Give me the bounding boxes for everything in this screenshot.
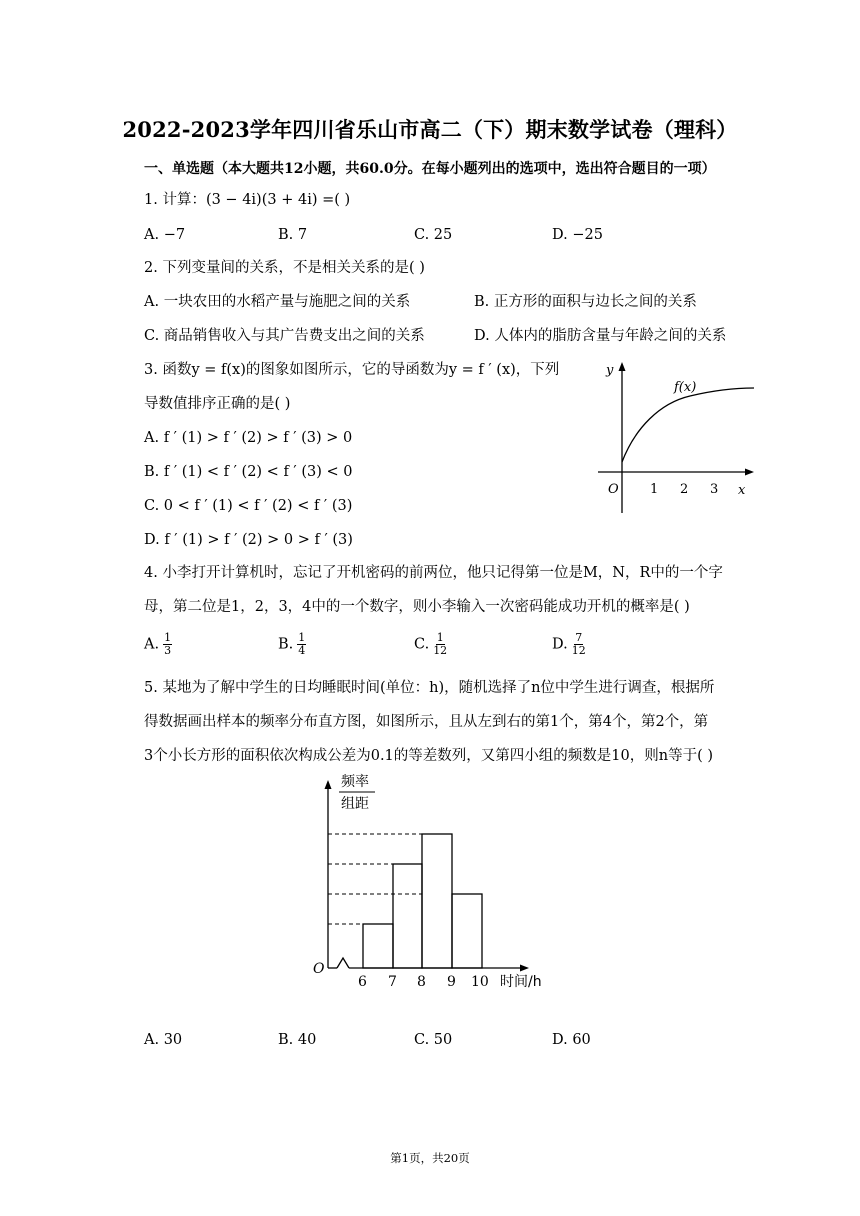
question-5-stem-line1: 5. 某地为了解中学生的日均睡眠时间(单位：h)，随机选择了n位中学生进行调查，根据所	[144, 680, 715, 696]
question-1-stem: 1. 计算：(3 − 4i)(3 + 4i) =( )	[144, 192, 351, 208]
q4-option-a	[144, 632, 172, 657]
x-axis-label: x	[738, 483, 746, 498]
q5-option-c: C. 50	[414, 1032, 453, 1048]
q4-option-d	[552, 632, 586, 657]
x-axis-arrow	[745, 469, 754, 476]
numerator: 1	[436, 631, 444, 644]
q1-option-c: C. 25	[414, 227, 453, 243]
q5-option-a: A. 30	[144, 1032, 183, 1048]
y-axis-label: y	[606, 363, 614, 378]
hist-origin-label: O	[313, 961, 325, 977]
q5-option-d: D. 60	[552, 1032, 591, 1048]
hist-tick-6: 6	[358, 974, 367, 990]
hist-tick-8: 8	[417, 974, 426, 990]
q1-option-d: D. −25	[552, 227, 603, 243]
q1-option-b: B. 7	[278, 227, 308, 243]
hist-tick-7: 7	[388, 974, 397, 990]
tick-label-1: 1	[650, 482, 659, 497]
curve-label: f(x)	[674, 380, 697, 395]
q2-option-a: A. 一块农田的水稻产量与施肥之间的关系	[144, 294, 411, 310]
q4-option-c-letter: C.	[414, 636, 430, 653]
question-4-stem-line2: 母，第二位是1，2，3，4中的一个数字，则小李输入一次密码能成功开机的概率是( )	[144, 599, 690, 615]
y-label-top: 频率	[341, 774, 369, 790]
page-title: 2022-2023学年四川省乐山市高二（下）期末数学试卷（理科）	[122, 117, 738, 142]
axis-break	[337, 958, 349, 968]
denominator: 12	[433, 644, 448, 657]
q5-option-b: B. 40	[278, 1032, 317, 1048]
histogram-bar-6-7	[363, 924, 393, 968]
hist-tick-10: 10	[471, 974, 489, 990]
q4-option-c	[414, 632, 447, 657]
q2-option-d: D. 人体内的脂肪含量与年龄之间的关系	[474, 328, 727, 344]
question-3-stem-line1: 3. 函数y = f(x)的图象如图所示，它的导函数为y = f ′ (x)，下列	[144, 362, 560, 378]
denominator: 3	[164, 644, 172, 657]
denominator: 12	[571, 644, 586, 657]
numerator: 1	[298, 631, 306, 644]
q3-option-a: A. f ′ (1) > f ′ (2) > f ′ (3) > 0	[144, 430, 353, 446]
q1-option-a: A. −7	[144, 227, 186, 243]
q3-option-d: D. f ′ (1) > f ′ (2) > 0 > f ′ (3)	[144, 532, 353, 548]
question-2-stem: 2. 下列变量间的关系，不是相关关系的是( )	[144, 260, 425, 276]
histogram-bar-7-8	[393, 864, 422, 968]
q4-option-a-fraction	[163, 632, 172, 657]
tick-label-3: 3	[710, 482, 719, 497]
q4-option-d-fraction	[572, 632, 586, 657]
tick-label-2: 2	[680, 482, 689, 497]
numerator: 1	[164, 631, 172, 644]
question-5-stem-line3: 3个小长方形的面积依次构成公差为0.1的等差数列，又第四小组的频数是10，则n等于( )	[144, 748, 713, 764]
question-4-stem-line1: 4. 小李打开计算机时，忘记了开机密码的前两位，他只记得第一位是M，N，R中的一个字	[144, 565, 723, 581]
numerator: 7	[575, 631, 583, 644]
q4-option-b	[278, 632, 306, 657]
q4-option-a-letter: A.	[144, 636, 160, 653]
hist-tick-9: 9	[447, 974, 456, 990]
section-heading: 一、单选题（本大题共12小题，共60.0分。在每小题列出的选项中，选出符合题目的一项）	[144, 161, 716, 177]
question-5-stem-line2: 得数据画出样本的频率分布直方图，如图所示，且从左到右的第1个，第4个，第2个，第	[144, 714, 709, 730]
histogram-bar-9-10	[452, 894, 482, 968]
y-label-bottom: 组距	[341, 796, 369, 812]
histogram-figure	[305, 770, 565, 990]
function-graph-figure	[590, 358, 760, 518]
q2-option-b: B. 正方形的面积与边长之间的关系	[474, 294, 697, 310]
hist-y-axis-arrow	[325, 780, 332, 789]
hist-x-axis-arrow	[520, 965, 529, 972]
page-footer: 第1页，共20页	[390, 1151, 470, 1165]
y-axis-arrow	[619, 362, 626, 371]
q3-option-b: B. f ′ (1) < f ′ (2) < f ′ (3) < 0	[144, 464, 353, 480]
histogram-bar-8-9	[422, 834, 452, 968]
q4-option-b-letter: B.	[278, 636, 294, 653]
q4-option-b-fraction	[297, 632, 306, 657]
question-3-stem-line2: 导数值排序正确的是( )	[144, 396, 291, 412]
q3-option-c: C. 0 < f ′ (1) < f ′ (2) < f ′ (3)	[144, 498, 353, 514]
q2-option-c: C. 商品销售收入与其广告费支出之间的关系	[144, 328, 425, 344]
q4-option-c-fraction	[433, 632, 447, 657]
origin-label: O	[608, 482, 619, 497]
denominator: 4	[298, 644, 306, 657]
q4-option-d-letter: D.	[552, 636, 568, 653]
function-curve	[622, 388, 754, 462]
hist-x-axis-label: 时间/h	[500, 974, 542, 990]
